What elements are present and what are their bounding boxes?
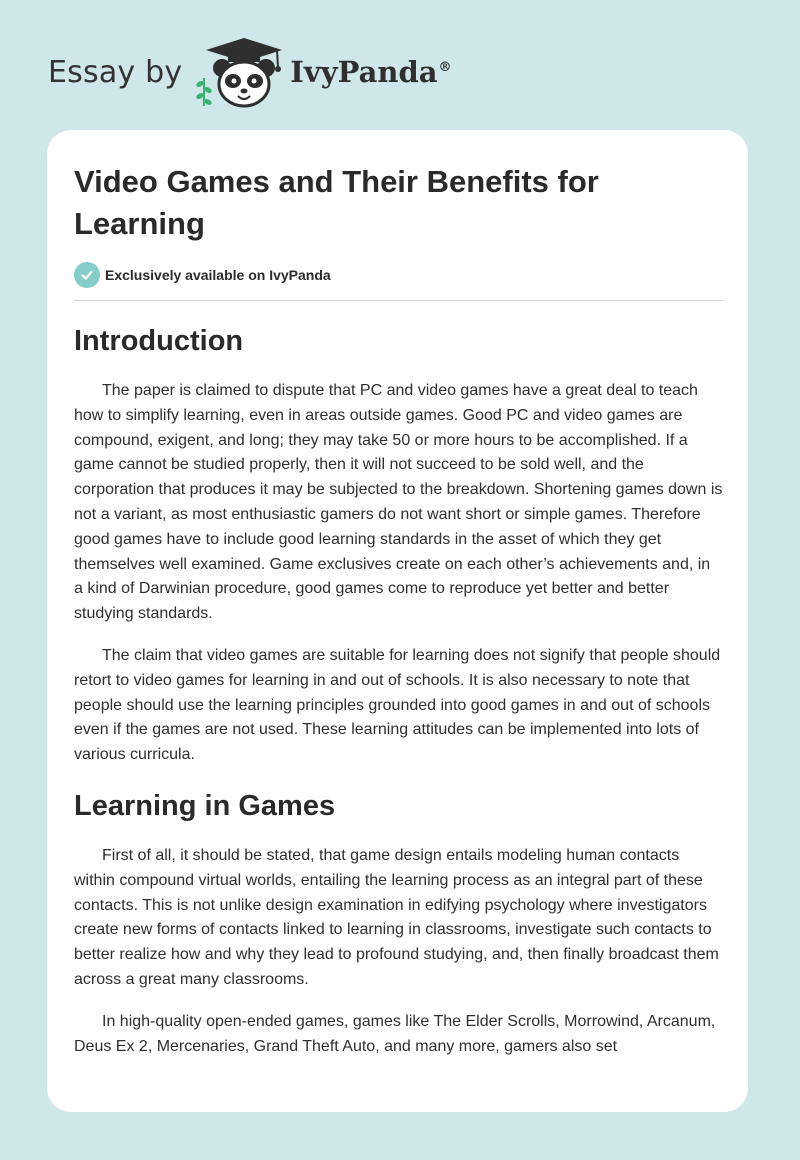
paragraph: The paper is claimed to dispute that PC and video games have a great deal to teach how to simplify learning, even in areas outside games. Good PC and video games are compound, exigent, and long; they may take 50 or more hours to be accomplished. If a game cannot be studied properly, then it will not succeed to be sold well, and the corporation that produces it may be subjected to the breakdown. Shortening games down is not a variant, as most enthusiastic gamers do not want short or simple games. Therefore good games have to include good learning standards in the asset of which they get themselves well examined. Game exclusives create on each other’s achievements and, in a kind of Darwinian procedure, good games come to reproduce yet better and better studying standards. — [74, 382, 723, 623]
essay-content — [74, 161, 723, 1059]
section-introduction — [74, 323, 723, 768]
section-heading: Introduction — [74, 325, 244, 357]
badge-text: Exclusively available on IvyPanda — [105, 267, 331, 283]
exclusive-badge — [74, 262, 723, 288]
registered-mark: ® — [438, 60, 452, 76]
section-learning-in-games — [74, 788, 723, 1059]
paragraph: In high-quality open-ended games, games like The Elder Scrolls, Morrowind, Arcanum, Deus Ex 2, Mercenaries, Grand Theft Auto, and many more, gamers also set — [74, 1012, 716, 1055]
brand-prefix: Essay by — [48, 54, 183, 90]
essay-card — [47, 130, 748, 1112]
paragraph: The claim that video games are suitable for learning does not signify that people should retort to video games for learning in and out of schools. It is also necessary to note that people should use the learning principles grounded into good games in and out of schools even if the games are not used. These learning attitudes can be implemented into lots of various curricula. — [74, 646, 721, 764]
divider — [74, 300, 723, 301]
brand-name: IvyPanda® — [290, 55, 452, 89]
panda-logo-icon — [192, 34, 288, 110]
essay-title: Video Games and Their Benefits for Learning — [74, 164, 599, 241]
section-heading: Learning in Games — [74, 789, 336, 822]
check-circle-icon — [74, 262, 100, 288]
paragraph: First of all, it should be stated, that game design entails modeling human contacts within compound virtual worlds, entailing the learning process as an integral part of these contacts. This is not unlike design examination in edifying psychology where investigators create new forms of contacts linked to learning in classrooms, investigate such contacts to better realize how and why they lead to profound studying, and, then finally broadcast them across a great many classrooms. — [74, 846, 719, 988]
brand-header[interactable] — [48, 34, 452, 110]
